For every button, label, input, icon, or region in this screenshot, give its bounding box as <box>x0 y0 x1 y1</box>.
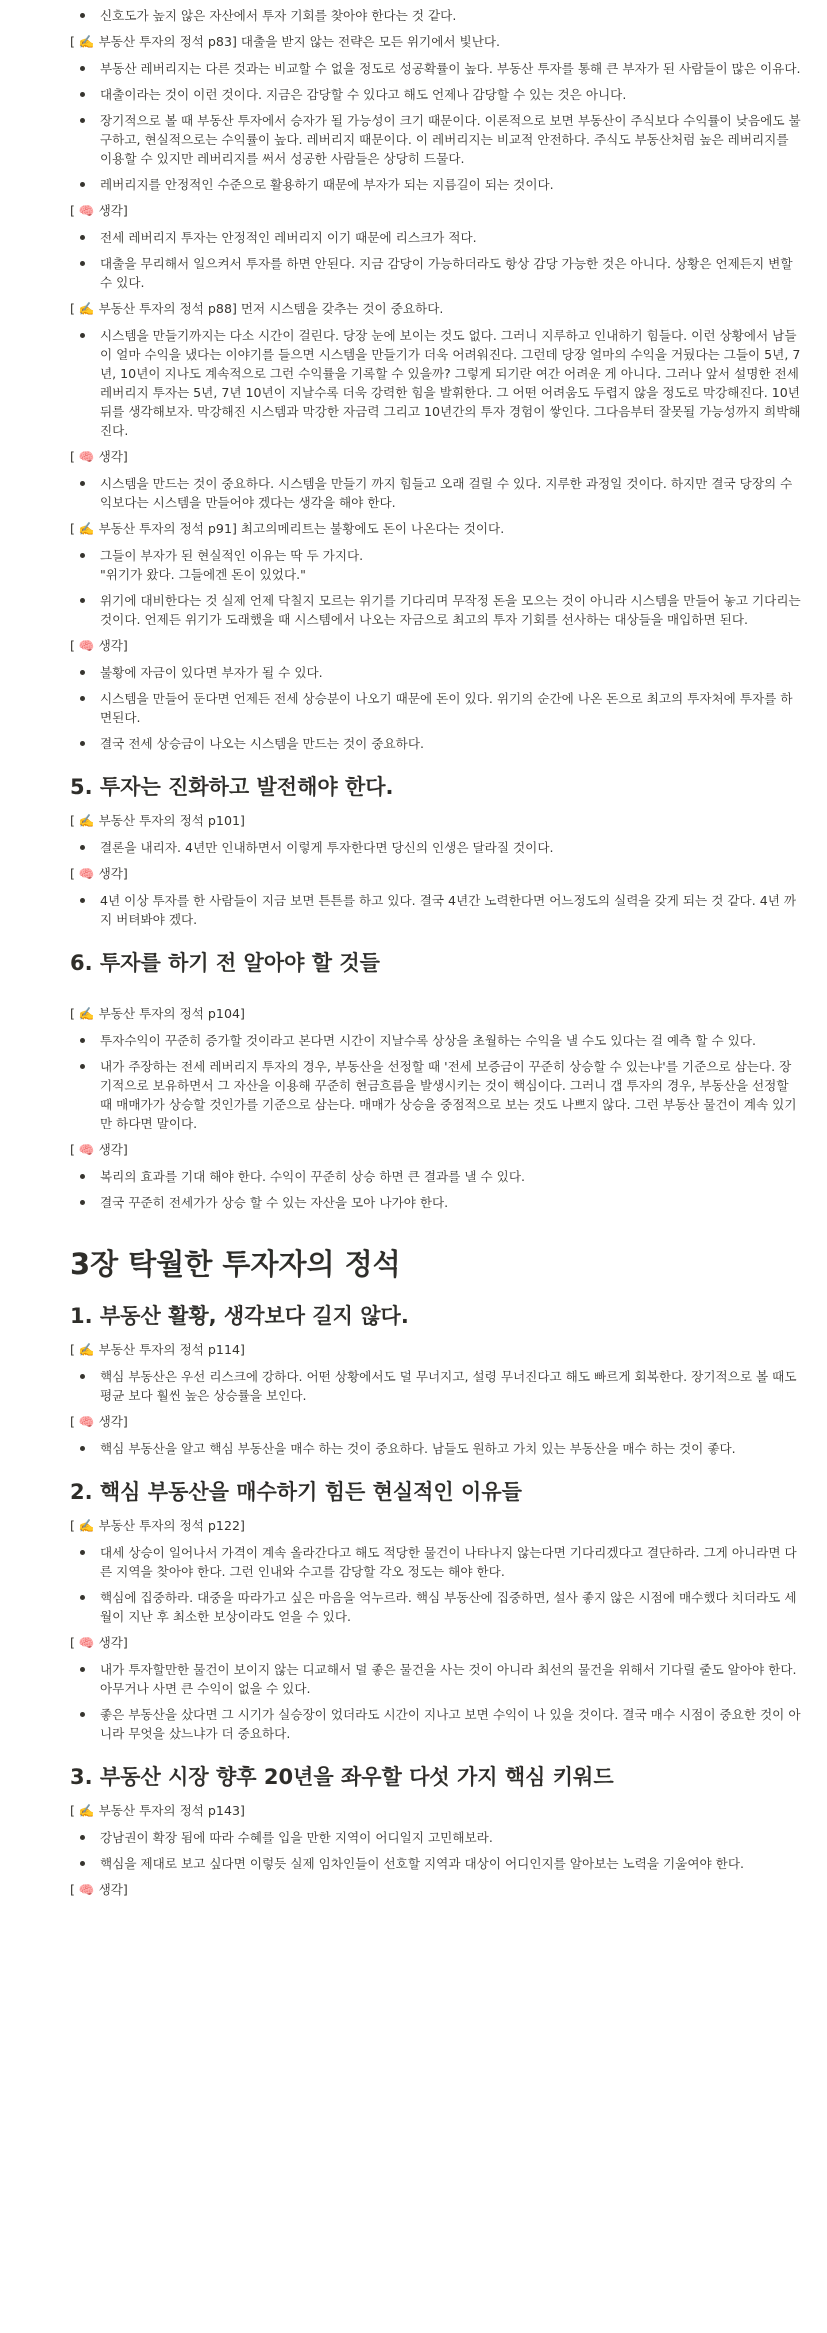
quote-header: [ ✍️ 부동산 투자의 정석 p101] <box>70 813 245 828</box>
section-heading: 5. 투자는 진화하고 발전해야 한다. <box>70 775 394 799</box>
quote-header: [ ✍️ 부동산 투자의 정석 p122] <box>70 1518 245 1533</box>
bullet-item: 시스템을 만들어 둔다면 언제든 전세 상승분이 나오기 때문에 돈이 있다. 위기의 순간에 나온 돈으로 최고의 투자처에 투자를 하면된다. <box>70 689 803 727</box>
quote-header: [ 🧠 생각] <box>70 866 128 881</box>
bullet-item: 핵심을 제대로 보고 싶다면 이렇듯 실제 임차인들이 선호할 지역과 대상이 어디인지를 알아보는 노력을 기울여야 한다. <box>70 1854 803 1873</box>
quote-header: [ 🧠 생각] <box>70 449 128 464</box>
bullet-item: 내가 주장하는 전세 레버리지 투자의 경우, 부동산을 선정할 때 '전세 보증금이 꾸준히 상승할 수 있는냐'를 기준으로 삼는다. 장기적으로 보유하면서 그 자산을 이용해 꾸준히 현금흐름을 발생시키는 것이 핵심이다. 그러니 갭 투자의 경우, 부동산을 선정할 때 매매가가 상승할 것인가를 기준으로 삼는다. 매매가 상승을 중점적으로 보는 것도 나쁘지 않다. 그런 부동산 물건이 계속 있기만 하다면 말이다. <box>70 1057 803 1133</box>
quote-header: [ 🧠 생각] <box>70 1142 128 1157</box>
chapter-heading: 3장 탁월한 투자자의 정석 <box>70 1247 401 1281</box>
bullet-item: 신호도가 높지 않은 자산에서 투자 기회를 찾아야 한다는 것 같다. <box>70 6 803 25</box>
bullet-item: 불황에 자금이 있다면 부자가 될 수 있다. <box>70 663 803 682</box>
section-heading: 1. 부동산 활황, 생각보다 길지 않다. <box>70 1304 409 1328</box>
bullet-item: 4년 이상 투자를 한 사람들이 지금 보면 튼튼를 하고 있다. 결국 4년간 노력한다면 어느정도의 실력을 갖게 되는 것 같다. 4년 까지 버텨봐야 겠다. <box>70 891 803 929</box>
bullet-item: 그들이 부자가 된 현실적인 이유는 딱 두 가지다. "위기가 왔다. 그들에겐 돈이 있었다." <box>70 546 803 584</box>
bullet-item: 위기에 대비한다는 것 실제 언제 닥칠지 모르는 위기를 기다리며 무작정 돈을 모으는 것이 아니라 시스템을 만들어 놓고 기다리는 것이다. 언제든 위기가 도래했을 때 시스템에서 나오는 자금으로 최고의 투자 기회를 선사하는 대상들을 매입하면 된다. <box>70 591 803 629</box>
bullet-item: 대세 상승이 일어나서 가격이 계속 올라간다고 해도 적당한 물건이 나타나지 않는다면 기다리겠다고 결단하라. 그게 아니라면 다른 지역을 찾아야 한다. 그런 인내와 수고를 감당할 각오 정도는 해야 한다. <box>70 1543 803 1581</box>
quote-header: [ ✍️ 부동산 투자의 정석 p83] 대출을 받지 않는 전략은 모든 위기에서 빛난다. <box>70 34 501 49</box>
quote-header: [ ✍️ 부동산 투자의 정석 p91] 최고의메리트는 불황에도 돈이 나온다는 것이다. <box>70 521 505 536</box>
bullet-item: 핵심 부동산은 우선 리스크에 강하다. 어떤 상황에서도 덜 무너지고, 설령 무너진다고 해도 빠르게 회복한다. 장기적으로 볼 때도 평균 보다 훨씬 높은 상승률을 보인다. <box>70 1367 803 1405</box>
quote-header: [ ✍️ 부동산 투자의 정석 p114] <box>70 1342 245 1357</box>
quote-header: [ ✍️ 부동산 투자의 정석 p104] <box>70 1006 245 1021</box>
bullet-item: 좋은 부동산을 샀다면 그 시기가 실승장이 었더라도 시간이 지나고 보면 수익이 나 있을 것이다. 결국 매수 시점이 중요한 것이 아니라 무엇을 샀느냐가 더 중요하다. <box>70 1705 803 1743</box>
bullet-item: 핵심 부동산을 알고 핵심 부동산을 매수 하는 것이 중요하다. 남들도 원하고 가치 있는 부동산을 매수 하는 것이 좋다. <box>70 1439 803 1458</box>
section-heading: 6. 투자를 하기 전 알아야 할 것들 <box>70 951 380 975</box>
bullet-item: 투자수익이 꾸준히 증가할 것이라고 본다면 시간이 지날수록 상상을 초월하는 수익을 낼 수도 있다는 걸 예측 할 수 있다. <box>70 1031 803 1050</box>
bullet-item: 전세 레버리지 투자는 안정적인 레버리지 이기 때문에 리스크가 적다. <box>70 228 803 247</box>
bullet-item: 시스템을 만드는 것이 중요하다. 시스템을 만들기 까지 힘들고 오래 걸릴 수 있다. 지루한 과정일 것이다. 하지만 결국 당장의 수익보다는 시스템을 만들어야 겠다는 생각을 해야 한다. <box>70 474 803 512</box>
bullet-item: 장기적으로 볼 때 부동산 투자에서 승자가 될 가능성이 크기 때문이다. 이론적으로 보면 부동산이 주식보다 수익률이 낮음에도 불구하고, 현실적으로는 수익률이 높다. 레버리지 때문이다. 이 레버리지는 비교적 안전하다. 주식도 부동산처럼 높은 레버리지를 이용할 수 있지만 레버리지를 써서 성공한 사람들은 상당히 드물다. <box>70 111 803 168</box>
bullet-item: 복리의 효과를 기대 해야 한다. 수익이 꾸준히 상승 하면 큰 결과를 낼 수 있다. <box>70 1167 803 1186</box>
section-heading: 2. 핵심 부동산을 매수하기 힘든 현실적인 이유들 <box>70 1480 522 1504</box>
quote-header: [ ✍️ 부동산 투자의 정석 p143] <box>70 1803 245 1818</box>
quote-header: [ 🧠 생각] <box>70 203 128 218</box>
bullet-item: 결론을 내리자. 4년만 인내하면서 이렇게 투자한다면 당신의 인생은 달라질 것이다. <box>70 838 803 857</box>
section-heading: 3. 부동산 시장 향후 20년을 좌우할 다섯 가지 핵심 키워드 <box>70 1765 614 1789</box>
bullet-item: 시스템을 만들기까지는 다소 시간이 걸린다. 당장 눈에 보이는 것도 없다. 그러니 지루하고 인내하기 힘들다. 이런 상황에서 남들이 얼마 수익을 냈다는 이야기를 들으면 시스템을 만들기가 더욱 어려워진다. 그런데 당장 얼마의 수익을 거뒀다는 그들이 5년, 7년, 10년이 지나도 계속적으로 그런 수익률을 기록할 수 있을까? 그렇게 되기란 여간 어려운 게 아니다. 그러나 앞서 설명한 전세 레버리지 투자는 5년, 7년 10년이 지날수록 더욱 강력한 힘을 발휘한다. 그 어떤 어려움도 두렵지 않을 정도로 막강해진다. 10년 뒤를 생각해보자. 막강해진 시스템과 막강한 자금력 그리고 10년간의 투자 경험이 쌓인다. 그다음부터 잘못될 가능성까지 희박해진다. <box>70 326 803 440</box>
quote-header: [ 🧠 생각] <box>70 1882 128 1897</box>
bullet-item: 강남권이 확장 됨에 따라 수혜를 입을 만한 지역이 어디일지 고민해보라. <box>70 1828 803 1847</box>
quote-header: [ 🧠 생각] <box>70 638 128 653</box>
bullet-item: 내가 투자할만한 물건이 보이지 않는 디교해서 덜 좋은 물건을 사는 것이 아니라 최선의 물건을 위해서 기다릴 줄도 알아야 한다. 아무거나 사면 큰 수익이 없을 수 있다. <box>70 1660 803 1698</box>
bullet-item: 결국 전세 상승금이 나오는 시스템을 만드는 것이 중요하다. <box>70 734 803 753</box>
bullet-item: 레버리지를 안정적인 수준으로 활용하기 때문에 부자가 되는 지름길이 되는 것이다. <box>70 175 803 194</box>
bullet-item: 핵심에 집중하라. 대중을 따라가고 싶은 마음을 억누르라. 핵심 부동산에 집중하면, 설사 좋지 않은 시점에 매수했다 치더라도 세월이 지난 후 최소한 보상이라도 얻을 수 있다. <box>70 1588 803 1626</box>
bullet-item: 결국 꾸준히 전세가가 상승 할 수 있는 자산을 모아 나가야 한다. <box>70 1193 803 1212</box>
bullet-item: 부동산 레버리지는 다른 것과는 비교할 수 없을 정도로 성공확률이 높다. 부동산 투자를 통해 큰 부자가 된 사람들이 많은 이유다. <box>70 59 803 78</box>
bullet-item: 대출을 무리해서 일으켜서 투자를 하면 안된다. 지금 감당이 가능하더라도 항상 감당 가능한 것은 아니다. 상황은 언제든지 변할 수 있다. <box>70 254 803 292</box>
quote-header: [ 🧠 생각] <box>70 1635 128 1650</box>
bullet-item: 대출이라는 것이 이런 것이다. 지금은 감당할 수 있다고 해도 언제나 감당할 수 있는 것은 아니다. <box>70 85 803 104</box>
spacer <box>70 987 803 1001</box>
quote-header: [ ✍️ 부동산 투자의 정석 p88] 먼저 시스템을 갖추는 것이 중요하다. <box>70 301 444 316</box>
quote-header: [ 🧠 생각] <box>70 1414 128 1429</box>
